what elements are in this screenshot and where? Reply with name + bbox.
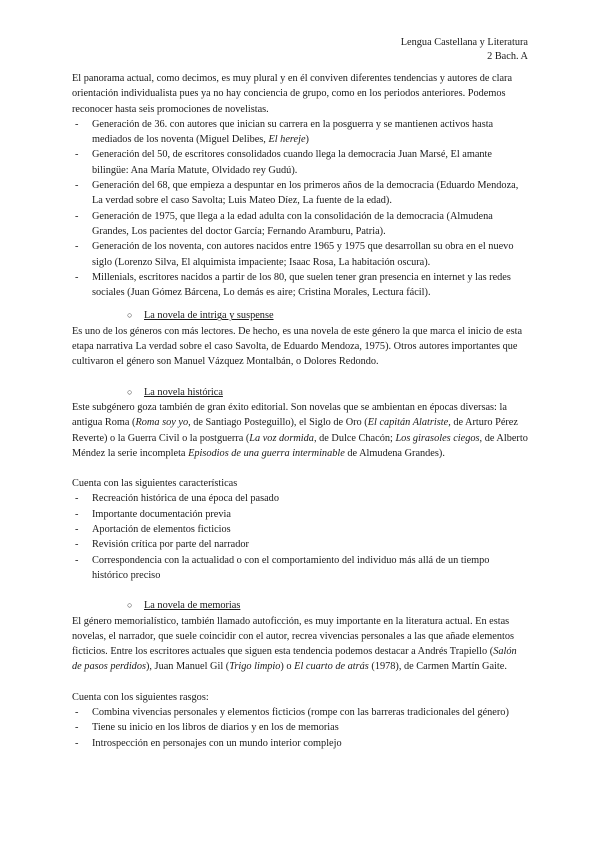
generation-item: - Generación de 36. con autores que inician su carrera en la posguerra y se mantienen activos hasta mediados de los noventa (Miguel Delibes, El hereje) bbox=[72, 117, 528, 148]
intriga-paragraph: Es uno de los géneros con más lectores. De hecho, es una novela de este género la que marca el inicio de esta etapa narrativa La verdad sobre el caso Savolta, de Eduardo Mendoza, 1975). Otros autores importantes que cultivaron el género son Manuel Vázquez Montalbán, o Dolores Redondo. bbox=[72, 325, 523, 368]
feature-item: - Introspección en personajes con un mundo interior complejo bbox=[72, 736, 528, 751]
feature-item: - Recreación histórica de una época del pasado bbox=[72, 491, 528, 506]
circle-bullet-icon: ○ bbox=[127, 386, 133, 397]
historica-features-intro: Cuenta con las siguientes características bbox=[72, 478, 238, 490]
section-heading: La novela de intriga y suspense bbox=[144, 310, 274, 322]
feature-item: - Importante documentación previa bbox=[72, 507, 528, 522]
historica-features-list bbox=[72, 491, 528, 583]
header-course: 2 Bach. A bbox=[487, 51, 528, 62]
section-title-memorias bbox=[72, 598, 528, 613]
feature-item: - Revisión crítica por parte del narrador bbox=[72, 537, 528, 552]
generation-item: - Generación de los noventa, con autores nacidos entre 1965 y 1975 que desarrollan su obra en el nuevo siglo (Lorenzo Silva, El alquimista impaciente; Isaac Rosa, La habitación oscura). bbox=[72, 239, 528, 270]
historica-paragraph: Este subgénero goza también de gran éxito editorial. Son novelas que se ambientan en épocas diversas: la antigua Roma (Roma soy yo, de Santiago Posteguillo), el Siglo de Oro (El capitán Alatriste, de Arturo Pérez Reverte) o la Guerra Civil o la postguerra (La voz dormida, de Dulce Chacón; Los girasoles ciegos, de Alberto Méndez la serie incompleta Episodios de una guerra interminable de Almudena Grandes). bbox=[72, 401, 528, 459]
circle-bullet-icon: ○ bbox=[127, 310, 133, 321]
feature-item: - Combina vivencias personales y elementos ficticios (rompe con las barreras tradicionales del género) bbox=[72, 705, 528, 720]
generation-item: - Generación del 68, que empieza a despuntar en los primeros años de la democracia (Eduardo Mendoza, La verdad sobre el caso Savolta; Luis Mateo Díez, La fuente de la edad). bbox=[72, 178, 528, 209]
feature-item: - Tiene su inicio en los libros de diarios y en los de memorias bbox=[72, 720, 528, 735]
memorias-paragraph: El género memorialístico, también llamado autoficción, es muy importante en la literatura actual. En estas novelas, el narrador, que suele coincidir con el autor, recrea vivencias personales a las que añade elementos ficticios. Entre los escritores actuales que siguen esta tendencia podemos destacar a Andrés Trapiello (Salón de pasos perdidos), Juan Manuel Gil (Trigo limpio) o El cuarto de atrás (1978), de Carmen Martín Gaite. bbox=[72, 615, 517, 673]
section-title-intriga bbox=[72, 308, 528, 323]
generation-item: - Generación del 50, de escritores consolidados cuando llega la democracia Juan Marsé, El amante bilingüe: Ana María Matute, Olvidado rey Gudú). bbox=[72, 147, 528, 178]
generation-item: - Generación de 1975, que llega a la edad adulta con la consolidación de la democracia (Almudena Grandes, Los pacientes del doctor García; Fernando Aramburu, Patria). bbox=[72, 209, 528, 240]
document-body bbox=[72, 71, 528, 751]
header-subject: Lengua Castellana y Literatura bbox=[400, 37, 528, 48]
intro-paragraph: El panorama actual, como decimos, es muy plural y en él conviven diferentes tendencias y autores de clara orientación individualista pues ya no hay conciencia de grupo, como en los periodos anteriores. Podemos reconocer hasta seis promociones de novelistas. bbox=[72, 73, 513, 115]
section-title-historica bbox=[72, 385, 528, 400]
circle-bullet-icon: ○ bbox=[127, 600, 133, 611]
generations-list bbox=[72, 117, 528, 301]
feature-item: - Correspondencia con la actualidad o con el comportamiento del individuo más allá de un tiempo histórico preciso bbox=[72, 553, 528, 584]
page-header bbox=[401, 36, 528, 64]
generation-item: - Millenials, escritores nacidos a partir de los 80, que suelen tener gran presencia en internet y las redes sociales (Juan Gómez Bárcena, Lo demás es aire; Cristina Morales, Lectura fácil). bbox=[72, 270, 528, 301]
section-heading: La novela de memorias bbox=[144, 600, 241, 612]
section-heading: La novela histórica bbox=[144, 386, 223, 398]
memorias-features-list bbox=[72, 705, 528, 751]
feature-item: - Aportación de elementos ficticios bbox=[72, 522, 528, 537]
memorias-features-intro: Cuenta con los siguientes rasgos: bbox=[72, 691, 209, 703]
